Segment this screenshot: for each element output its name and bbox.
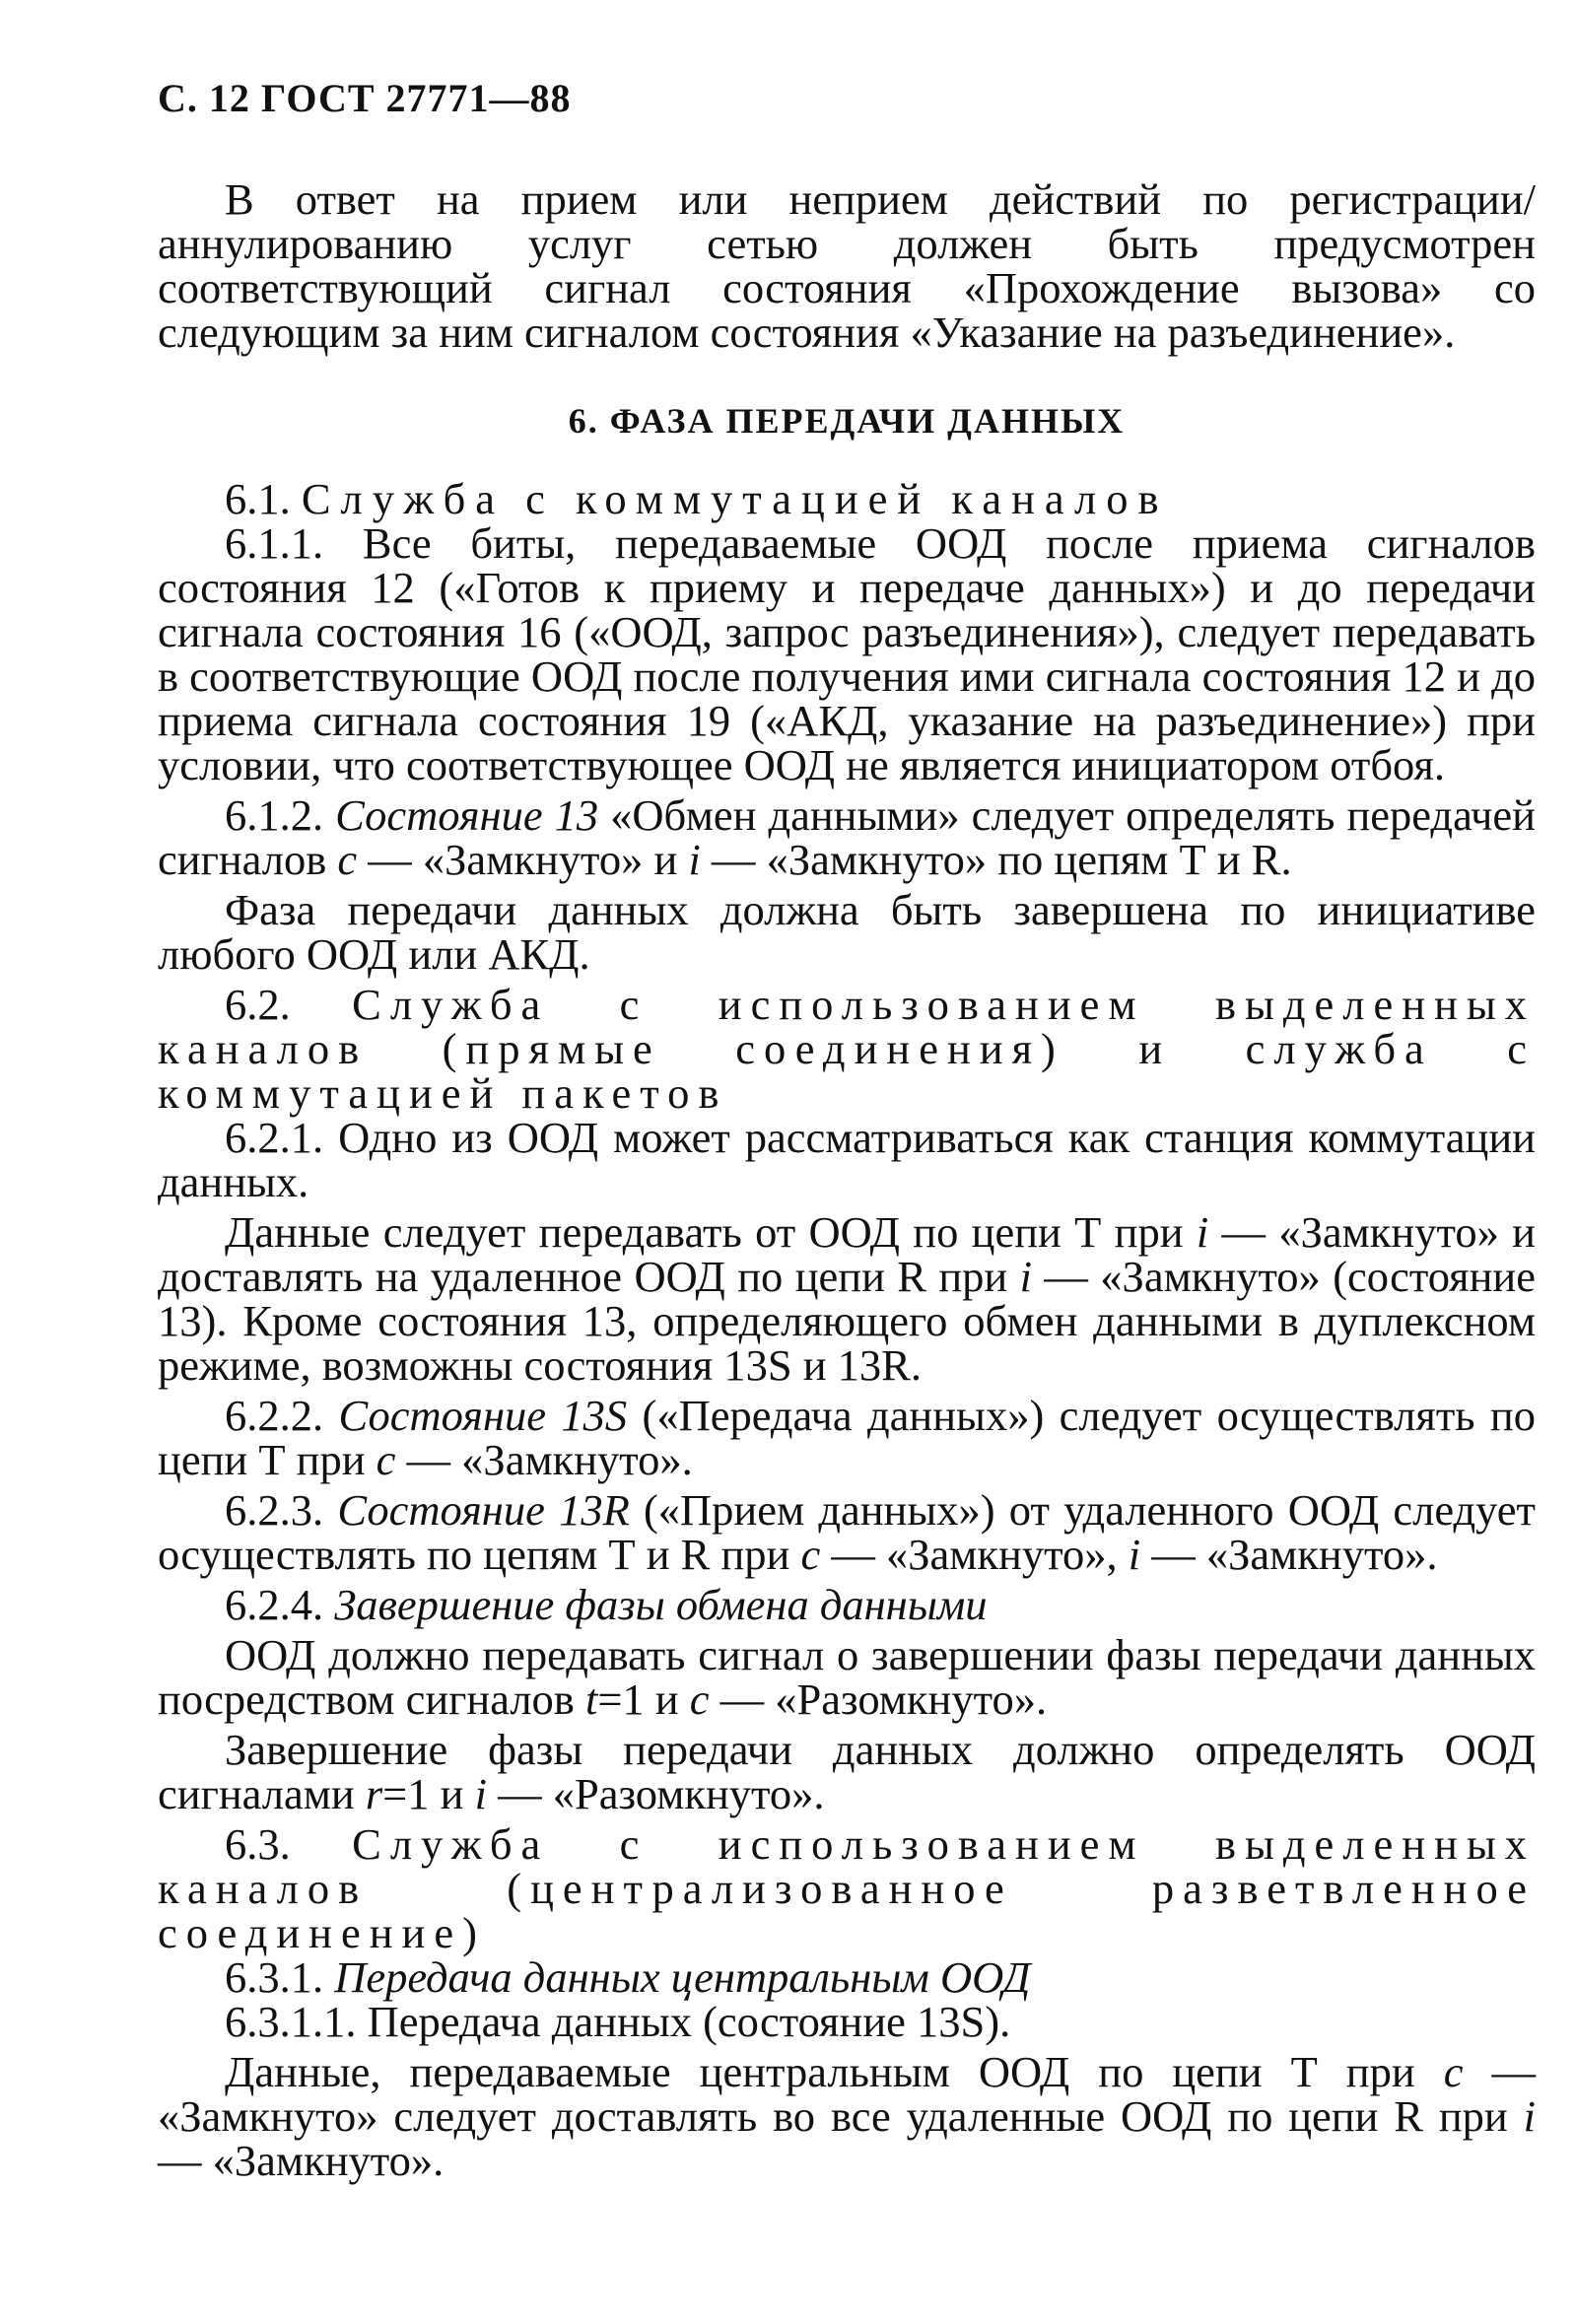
text-run: =1 и <box>382 1769 475 1818</box>
clause-italic-title: Передача данных центральным ООД <box>334 1952 1031 2002</box>
clause-6-2-4 <box>158 1580 1536 1629</box>
clause-6-3 <box>158 1819 1536 1957</box>
clause-6-2-4-a <box>158 1630 1536 1724</box>
clause-6-2-1-text <box>158 1207 1536 1390</box>
intro-paragraph: В ответ на прием или неприем действий по регистрации/аннулированию услуг сетью должен быть предусмотрен соответствующий сигнал состояния «Прохождение вызова» со следующим за ним сигналом состояния «Указание на разъединение». <box>158 174 1536 357</box>
text-run: — «Замкнуто». <box>158 2136 445 2185</box>
clause-italic-title: Состояние 13S <box>338 1391 628 1440</box>
text-run: «Обмен данными» следует определять передачей сигналов <box>158 790 1536 884</box>
signal-c: c <box>800 1530 821 1579</box>
clause-6-2 <box>158 980 1536 1118</box>
text-run: — «Разомкнуто». <box>486 1769 825 1818</box>
clause-number: 6.2. <box>225 980 291 1029</box>
clause-number: 6.3.1. <box>225 1952 324 2002</box>
clause-number: 6.3. <box>225 1819 291 1869</box>
text-run: ООД должно передавать сигнал о завершении фазы передачи данных посредством сигналов <box>158 1630 1536 1724</box>
signal-r: r <box>365 1769 383 1818</box>
text-run: — «Замкнуто» следует доставлять во все удаленные ООД по цепи R при <box>158 2047 1536 2141</box>
text-run: («Прием данных») от удаленного ООД следует осуществлять по цепям Т и R при <box>158 1485 1536 1579</box>
signal-i: i <box>1196 1207 1209 1257</box>
clause-number: 6.1. <box>225 474 291 523</box>
text-run: — «Замкнуто». <box>395 1435 693 1484</box>
text-run: Завершение фазы передачи данных должно определять ООД сигналами <box>158 1725 1536 1818</box>
signal-i: i <box>688 835 701 884</box>
text-run: — «Замкнуто». <box>1140 1530 1438 1579</box>
clause-number: 6.1.2. <box>225 790 324 840</box>
clause-italic-title: Состояние 13R <box>337 1485 630 1535</box>
clause-title: Служба с использованием выделенных каналов (централизованное разветвленное соединение) <box>158 1819 1536 1957</box>
text-run: — «Замкнуто» по цепям Т и R. <box>700 835 1292 884</box>
text-run: — «Замкнуто» и доставлять на удаленное ООД по цепи R при <box>158 1207 1536 1301</box>
signal-c: c <box>1443 2047 1464 2096</box>
clause-6-2-3 <box>158 1485 1536 1579</box>
signal-i: i <box>1019 1252 1033 1301</box>
signal-c: c <box>689 1675 710 1724</box>
clause-6-3-1 <box>158 1952 1536 2002</box>
text-run: — «Замкнуто», <box>820 1530 1129 1579</box>
signal-i: i <box>1128 1530 1141 1579</box>
clause-6-1-1: 6.1.1. Все биты, передаваемые ООД после приема сигналов состояния 12 («Готов к приему и передаче данных») и до передачи сигнала состояния 16 («ООД, запрос разъединения»), следует передавать в соответствующие ООД после получения ими сигнала состояния 12 и до приема сигнала состояния 19 («АКД, указание на разъединение») при условии, что соответствующее ООД не является инициатором отбоя. <box>158 518 1536 789</box>
text-run: =1 и <box>597 1675 690 1724</box>
section-title: 6. ФАЗА ПЕРЕДАЧИ ДАННЫХ <box>568 401 1126 441</box>
signal-t: t <box>584 1675 598 1724</box>
clause-6-2-2 <box>158 1391 1536 1484</box>
clause-6-1-end: Фаза передачи данных должна быть завершена по инициативе любого ООД или АКД. <box>158 885 1536 979</box>
page-header: С. 12 ГОСТ 27771—88 <box>158 76 572 120</box>
text-run: — «Замкнуто» и <box>357 835 689 884</box>
clause-title: Служба с использованием выделенных каналов (прямые соединения) и служба с коммутацией пакетов <box>158 980 1536 1118</box>
clause-6-1-2 <box>158 790 1536 884</box>
clause-italic-title: Завершение фазы обмена данными <box>334 1580 988 1629</box>
clause-number: 6.2.2. <box>225 1391 324 1440</box>
text-run: («Передача данных») следует осуществлять по цепи Т при <box>158 1391 1536 1484</box>
signal-c: c <box>337 835 358 884</box>
clause-title: Служба с коммутацией каналов <box>301 474 1169 523</box>
signal-i: i <box>474 1769 487 1818</box>
signal-c: c <box>376 1435 396 1484</box>
clause-6-3-1-1: 6.3.1.1. Передача данных (состояние 13S). <box>225 1997 1011 2046</box>
clause-number: 6.2.3. <box>225 1485 324 1535</box>
text-run: — «Разомкнуто». <box>709 1675 1048 1724</box>
clause-6-2-4-b <box>158 1725 1536 1818</box>
text-run: Данные следует передавать от ООД по цепи Т при <box>225 1207 1197 1257</box>
clause-6-3-end <box>158 2047 1536 2185</box>
document-body <box>158 174 1536 2185</box>
text-run: Данные, передаваемые центральным ООД по цепи Т при <box>225 2047 1444 2096</box>
signal-i: i <box>1523 2091 1536 2141</box>
clause-italic-title: Состояние 13 <box>335 790 599 840</box>
text-run: — «Замкнуто» (состояние 13). Кроме состояния 13, определяющего обмен данными в дуплексном режиме, возможны состояния 13S и 13R. <box>158 1252 1536 1390</box>
clause-6-1 <box>158 474 1536 523</box>
clause-number: 6.2.4. <box>225 1580 324 1629</box>
clause-6-2-1: 6.2.1. Одно из ООД может рассматриваться как станция коммутации данных. <box>158 1113 1536 1206</box>
